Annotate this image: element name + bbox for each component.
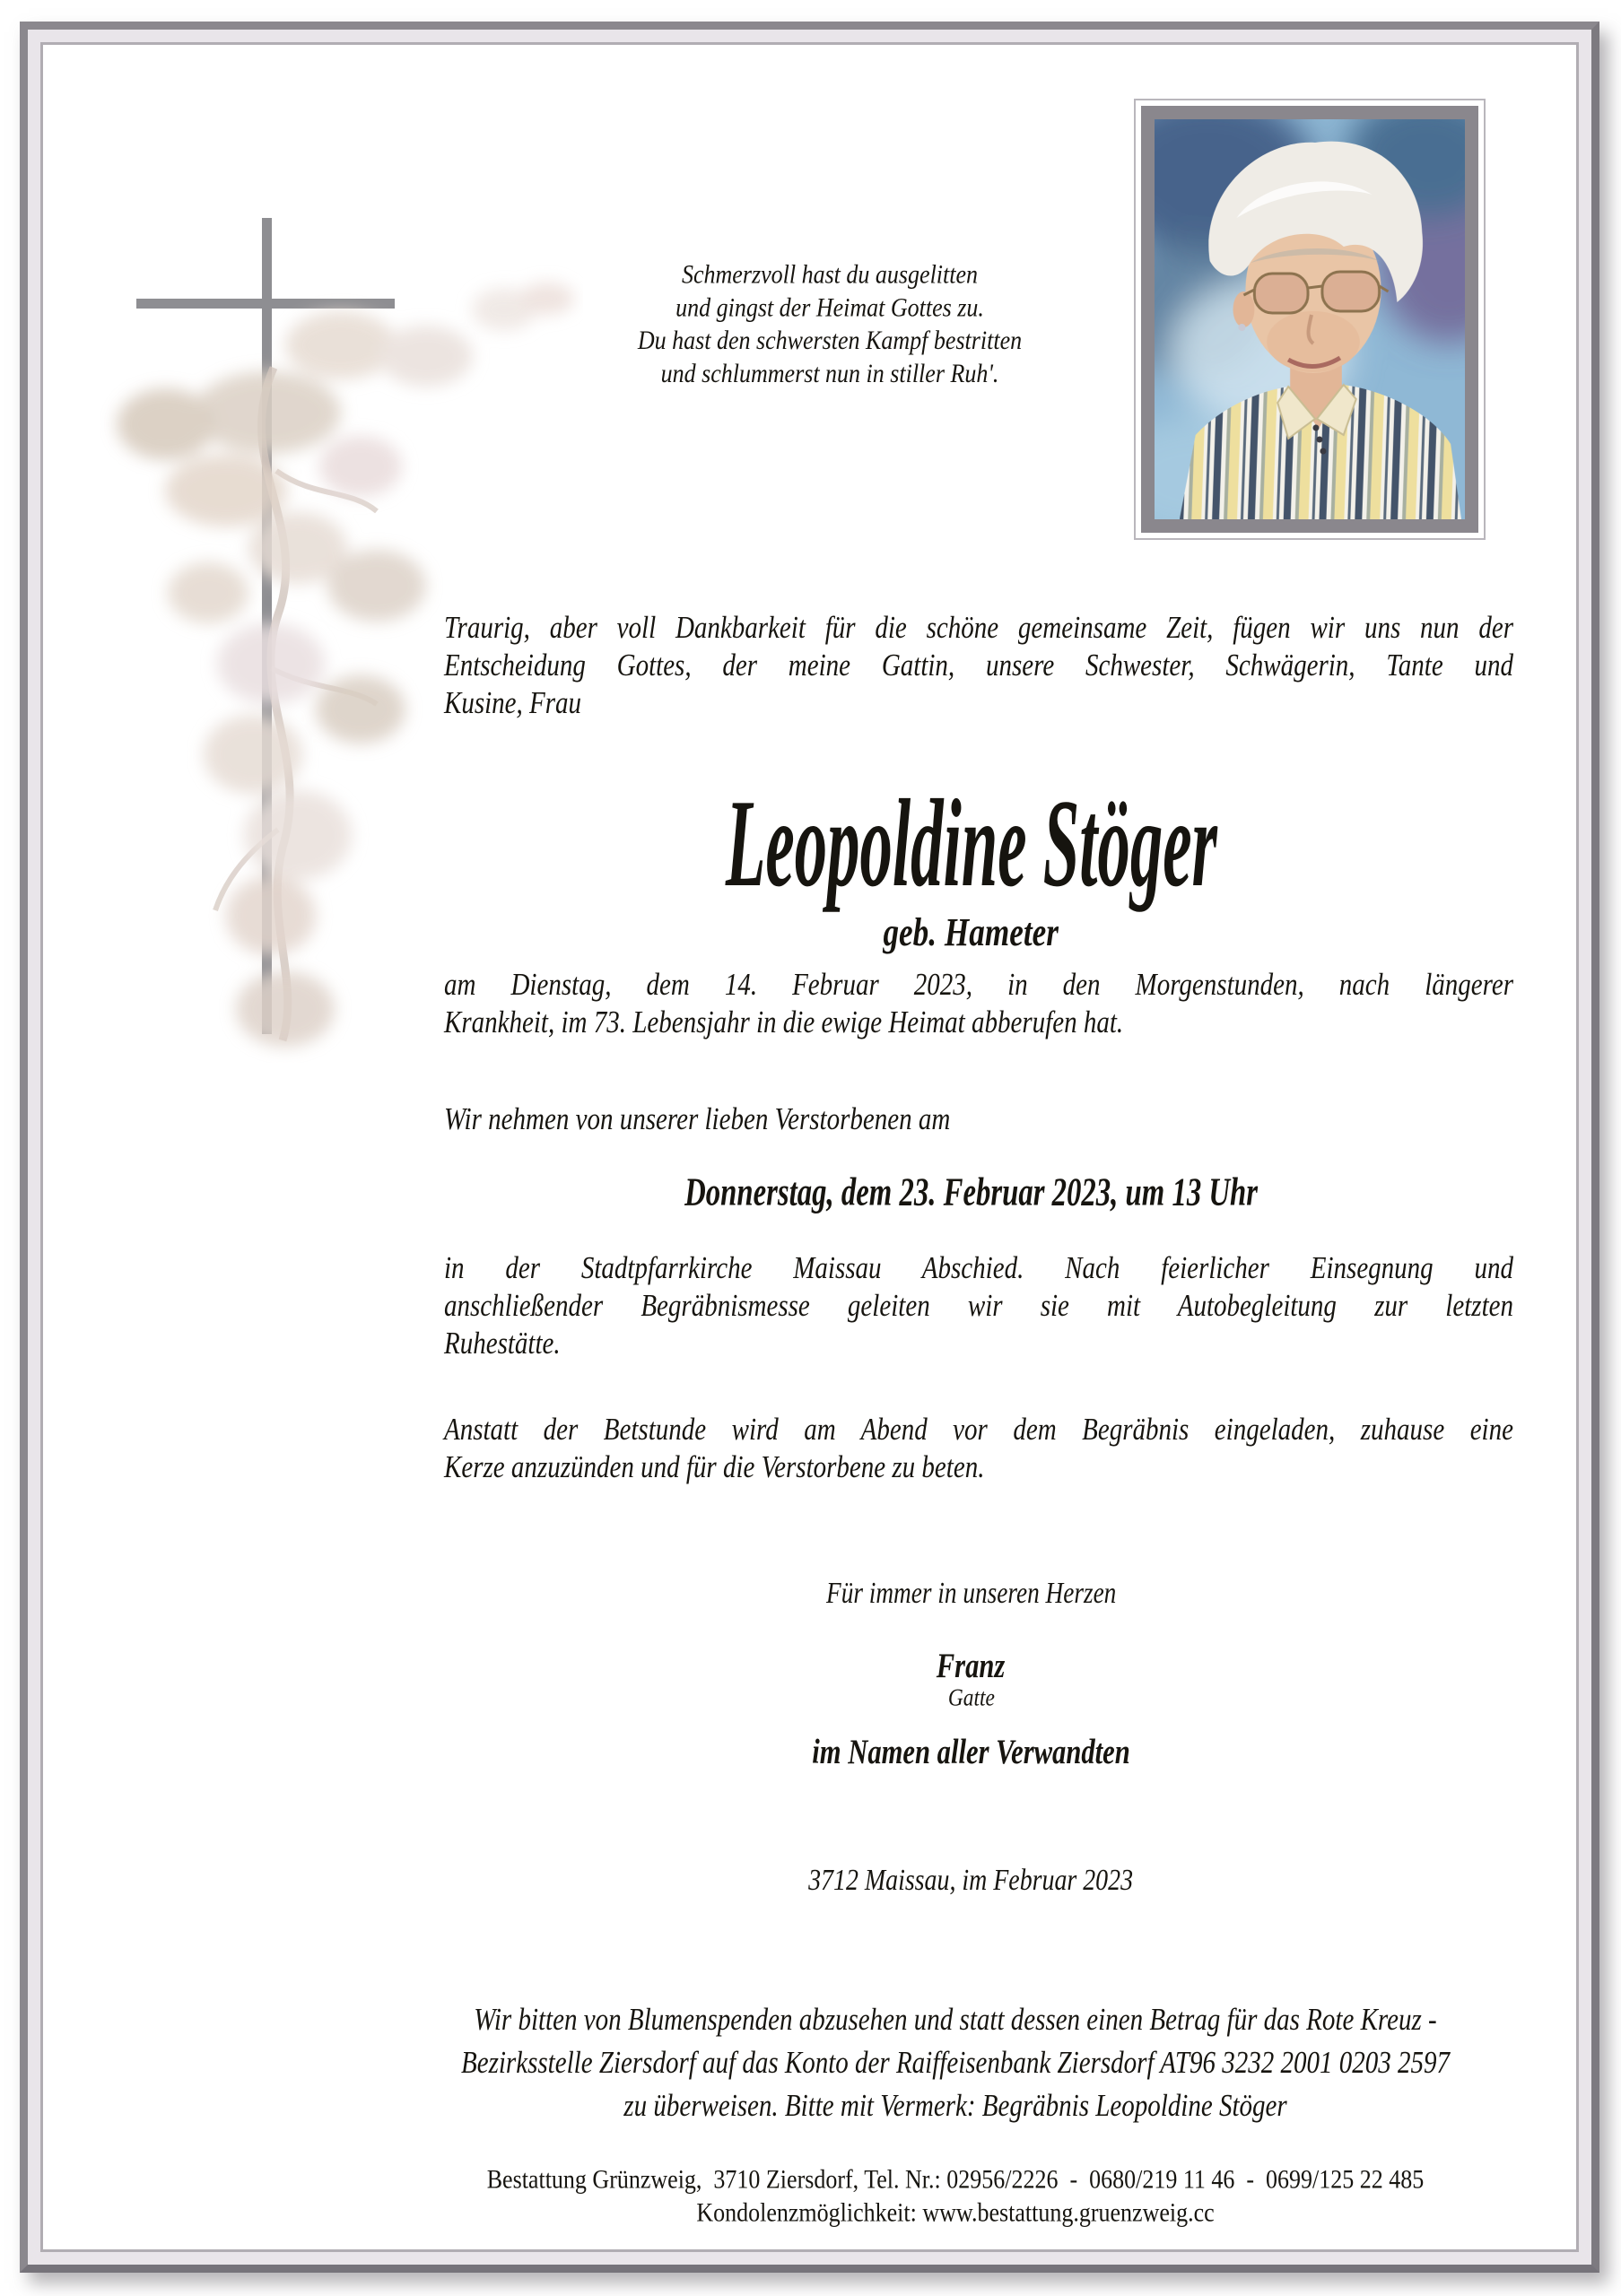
- poem-line: und schlummerst nun in stiller Ruh'.: [660, 358, 999, 388]
- funeral-details-line: anschließender Begräbnismesse geleiten wir sie mit Autobegleitung zur letzten: [444, 1289, 1513, 1324]
- funeral-datetime-text: Donnerstag, dem 23. Februar 2023, um 13 Uhr: [684, 1170, 1258, 1215]
- funeral-details-line: in der Stadtpfarrkirche Maissau Abschied. Nach feierlicher Einsegnung und: [444, 1251, 1513, 1286]
- intro-line: Entscheidung Gottes, der meine Gattin, unsere Schwester, Schwägerin, Tante und: [444, 648, 1513, 683]
- remembrance-text: Für immer in unseren Herzen: [825, 1575, 1117, 1610]
- mourner-relation: [413, 1684, 1529, 1711]
- funeral-details-line: Ruhestätte.: [444, 1326, 561, 1361]
- death-notice-line: am Dienstag, dem 14. Februar 2023, in den Morgenstunden, nach längerer: [444, 968, 1513, 1003]
- poem-line: und gingst der Heimat Gottes zu.: [675, 291, 984, 323]
- place-date-line: [413, 1864, 1529, 1896]
- maiden-name-text: geb. Hameter: [883, 910, 1059, 954]
- mourners-collective-text: im Namen aller Verwandten: [812, 1732, 1130, 1771]
- donation-line: Bezirksstelle Ziersdorf auf das Konto der Raiffeisenbank Ziersdorf AT96 3232 2001 0203 2597: [461, 2045, 1450, 2081]
- poem-block: [395, 258, 1265, 390]
- place-date-text: 3712 Maissau, im Februar 2023: [808, 1862, 1134, 1897]
- footer-condolence-line: Kondolenzmöglichkeit: www.bestattung.gruenzweig.cc: [696, 2196, 1215, 2228]
- prayer-note-line: Anstatt der Betstunde wird am Abend vor dem Begräbnis eingeladen, zuhause eine: [444, 1413, 1513, 1448]
- intro-line: Kusine, Frau: [444, 686, 582, 721]
- poem-line: Du hast den schwersten Kampf bestritten: [637, 325, 1023, 356]
- mourner-name: [413, 1647, 1529, 1684]
- death-notice-line: Krankheit, im 73. Lebensjahr in die ewige Heimat abberufen hat.: [444, 1005, 1124, 1040]
- intro-paragraph: [444, 610, 1513, 723]
- funeral-details-paragraph: [444, 1250, 1513, 1363]
- deceased-name-text: Leopoldine Stöger: [725, 774, 1217, 913]
- mourners-collective: [413, 1733, 1529, 1770]
- prayer-note-line: Kerze anzuzünden und für die Verstorbene zu beten.: [444, 1450, 985, 1485]
- poem-line: Schmerzvoll hast du ausgelitten: [681, 259, 978, 290]
- donation-line: Wir bitten von Blumenspenden abzusehen und statt dessen einen Betrag für das Rote Kreuz -: [474, 2002, 1437, 2038]
- funeral-datetime: [413, 1171, 1529, 1214]
- mourner-relation-text: Gatte: [947, 1683, 995, 1711]
- footer-contact-line: Bestattung Grünzweig, 3710 Ziersdorf, Tel. Nr.: 02956/2226 - 0680/219 11 46 - 0699/125 22 485: [486, 2164, 1425, 2195]
- donation-note: [359, 1998, 1552, 2127]
- farewell-intro: [444, 1101, 1513, 1139]
- mourner-name-text: Franz: [937, 1646, 1006, 1685]
- farewell-intro-text: Wir nehmen von unserer lieben Verstorbenen am: [444, 1102, 951, 1137]
- maiden-name: [413, 909, 1529, 955]
- donation-line: zu überweisen. Bitte mit Vermerk: Begräbnis Leopoldine Stöger: [623, 2088, 1287, 2124]
- remembrance-line: [413, 1577, 1529, 1609]
- funeral-home-footer: [359, 2163, 1552, 2230]
- intro-line: Traurig, aber voll Dankbarkeit für die schöne gemeinsame Zeit, fügen wir uns nun der: [444, 611, 1513, 646]
- prayer-note-paragraph: [444, 1412, 1513, 1487]
- deceased-name: [413, 774, 1529, 913]
- death-notice-paragraph: [444, 967, 1513, 1042]
